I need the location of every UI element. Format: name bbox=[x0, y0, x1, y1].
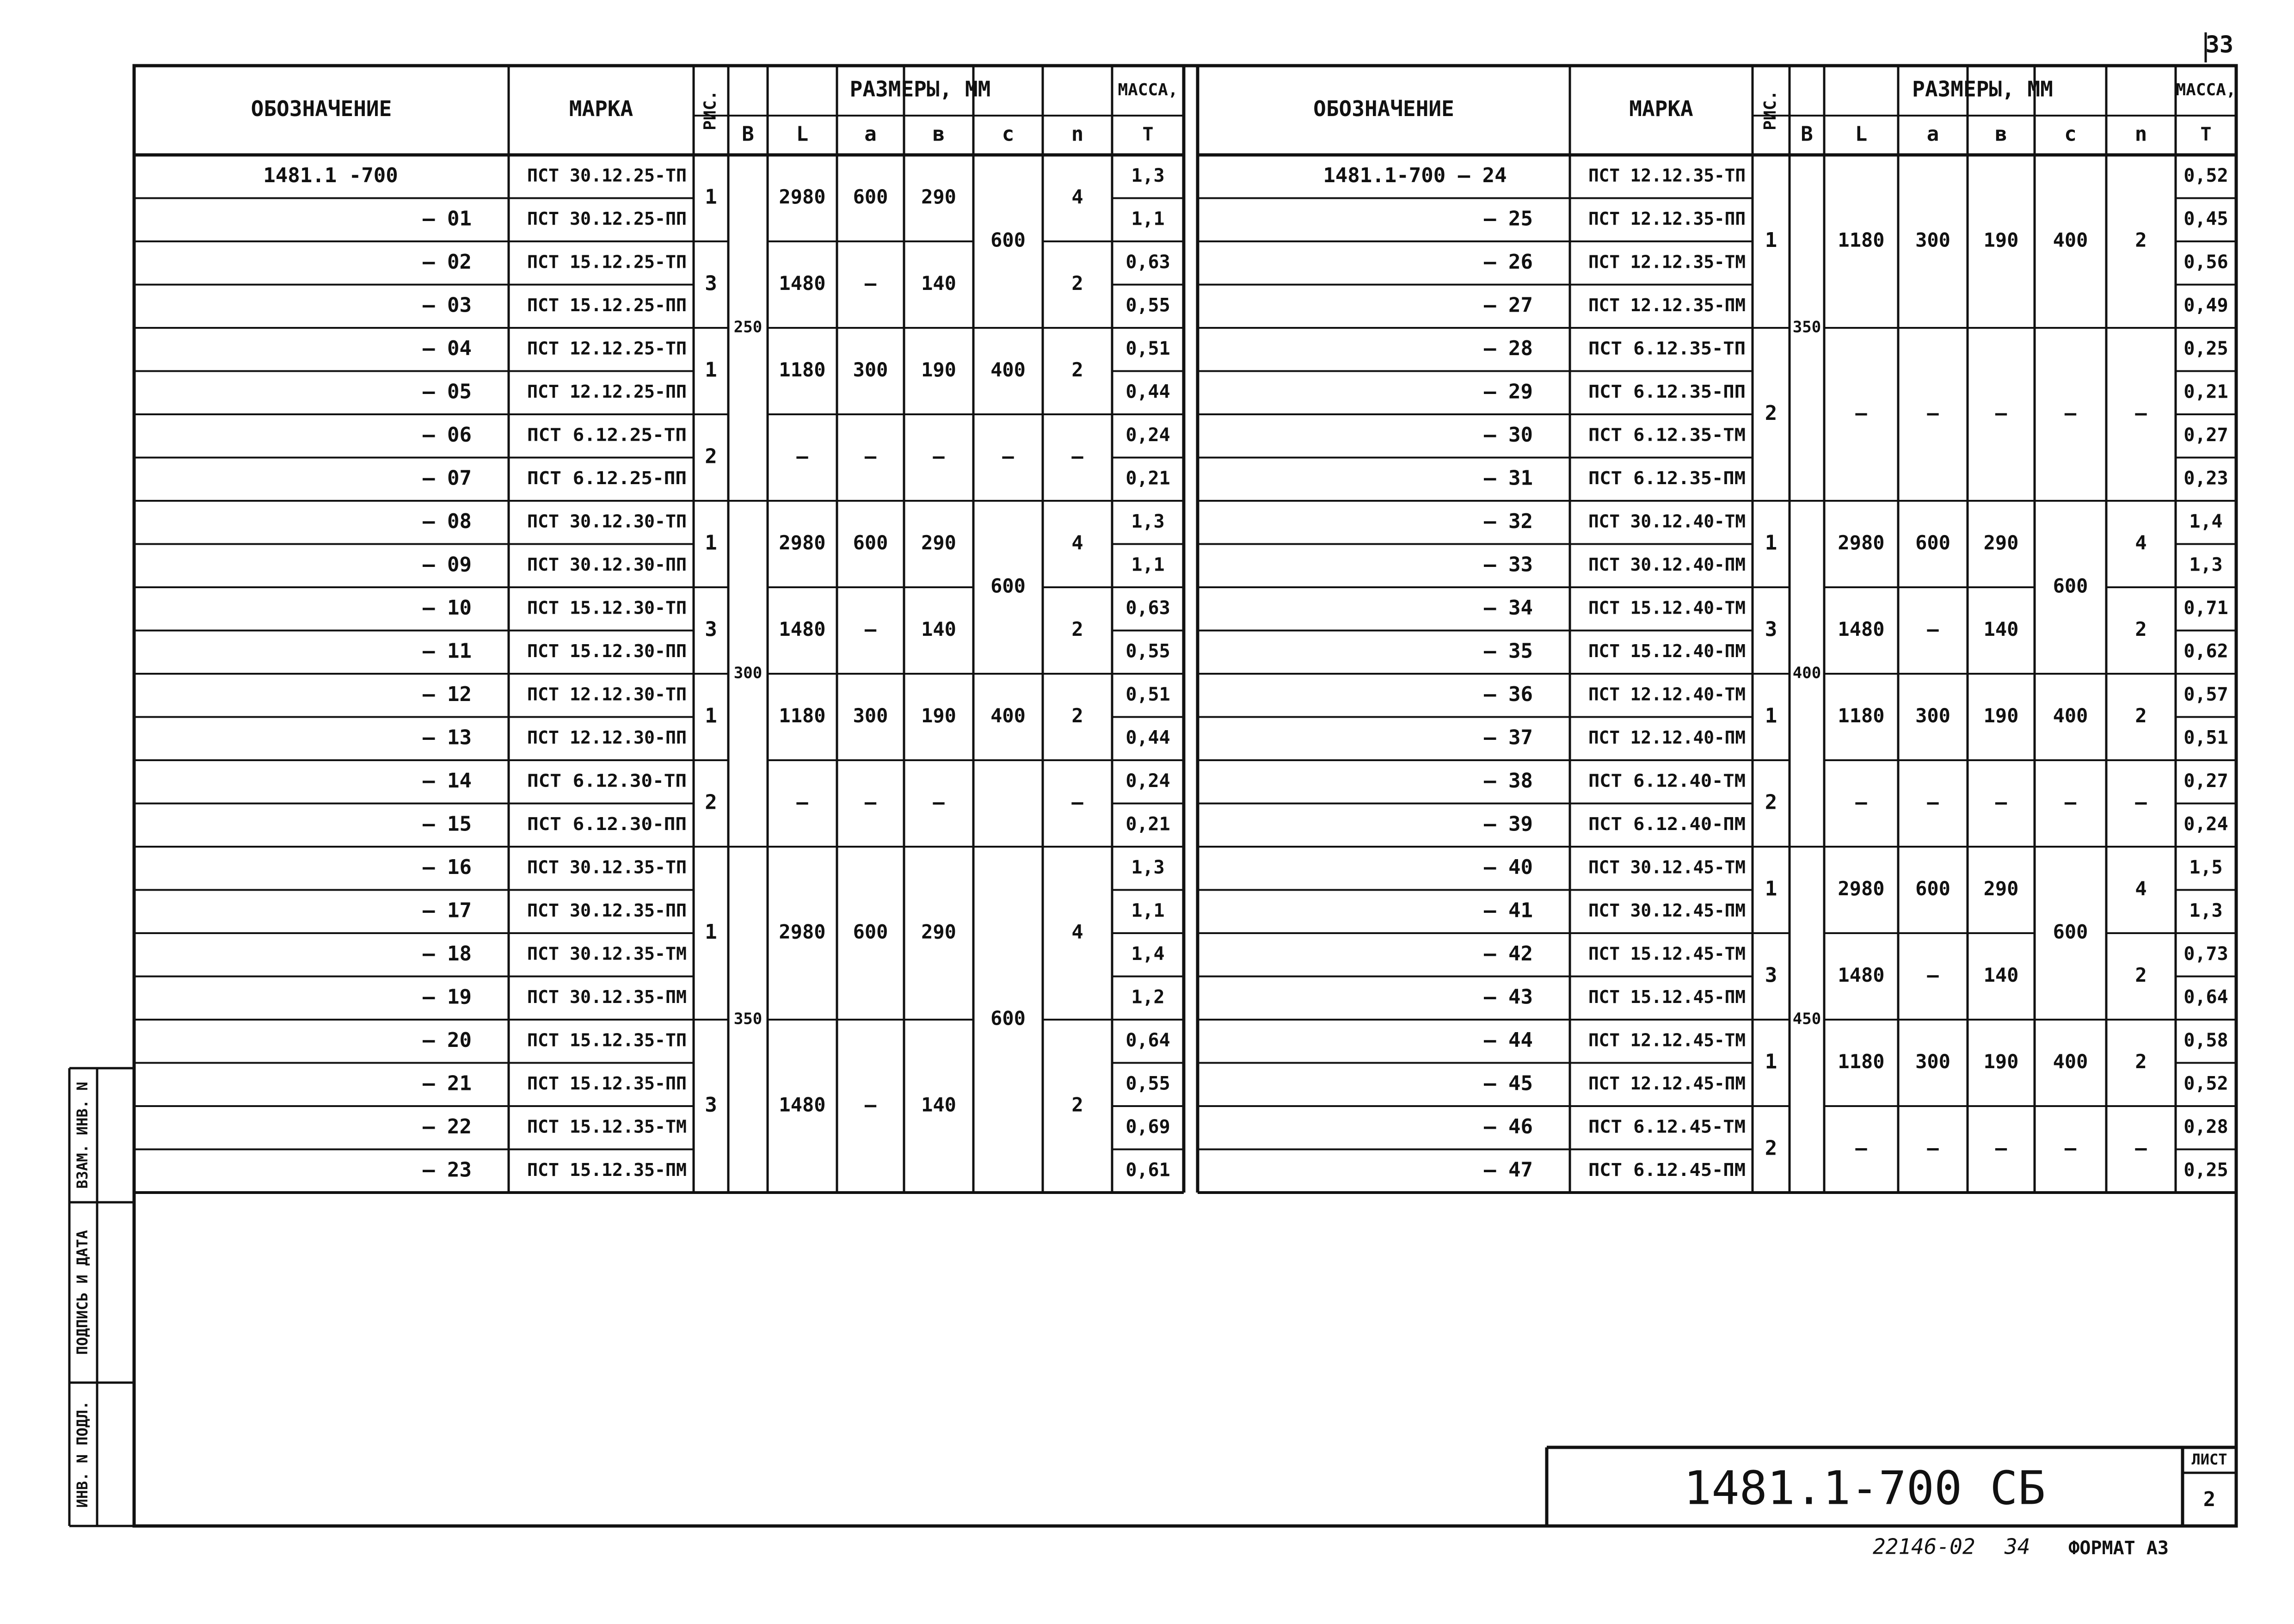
left-header-dims: РАЗМЕРЫ, ММ bbox=[849, 76, 991, 102]
right-designation: – 38 bbox=[1484, 769, 1533, 793]
left-n-value: 4 bbox=[1071, 531, 1083, 554]
left-mass: 1,1 bbox=[1131, 208, 1165, 230]
right-designation: – 36 bbox=[1484, 682, 1533, 706]
left-a-value: 600 bbox=[853, 531, 888, 554]
left-mass: 1,1 bbox=[1131, 900, 1165, 922]
left-mark: ПСТ 30.12.35-ТМ bbox=[527, 943, 687, 964]
right-designation: – 31 bbox=[1484, 466, 1533, 490]
left-L-value: 1480 bbox=[779, 272, 826, 295]
right-mass: 0,28 bbox=[2183, 1116, 2228, 1138]
left-designation: – 16 bbox=[423, 855, 472, 879]
left-mark: ПСТ 30.12.35-ПМ bbox=[527, 986, 687, 1007]
right-mark: ПСТ 12.12.40-ТМ bbox=[1588, 684, 1746, 705]
right-c-value: — bbox=[2064, 401, 2077, 424]
left-b-value: 250 bbox=[733, 318, 763, 337]
left-mass: 0,24 bbox=[1125, 770, 1170, 792]
right-n-value: — bbox=[2135, 401, 2147, 424]
right-designation: – 34 bbox=[1484, 596, 1533, 620]
left-a-value: — bbox=[864, 1093, 877, 1116]
right-mark: ПСТ 12.12.45-ТМ bbox=[1588, 1030, 1746, 1051]
left-mass: 0,21 bbox=[1125, 468, 1170, 489]
right-mark: ПСТ 12.12.35-ТП bbox=[1588, 165, 1746, 186]
left-fig-value: 2 bbox=[705, 444, 717, 468]
left-a-value: — bbox=[864, 445, 877, 468]
left-a-value: — bbox=[864, 791, 877, 813]
right-header-dim-0: В bbox=[1801, 122, 1813, 146]
right-c-value: 400 bbox=[2053, 228, 2088, 252]
left-designation: – 01 bbox=[423, 207, 472, 231]
right-fig-value: 1 bbox=[1765, 704, 1777, 728]
right-header-designation: ОБОЗНАЧЕНИЕ bbox=[1313, 96, 1454, 121]
left-fig-value: 3 bbox=[705, 271, 717, 295]
right-mark: ПСТ 12.12.35-ПМ bbox=[1588, 295, 1746, 315]
right-mark: ПСТ 15.12.45-ТМ bbox=[1588, 943, 1746, 964]
left-a-value: 300 bbox=[853, 358, 888, 381]
right-mass: 1,3 bbox=[2189, 900, 2223, 922]
right-designation: – 41 bbox=[1484, 898, 1533, 923]
right-designation: – 39 bbox=[1484, 812, 1533, 836]
left-mass: 1,3 bbox=[1131, 511, 1165, 532]
left-mark: ПСТ 30.12.25-ПП bbox=[527, 208, 687, 229]
left-bb-value: 140 bbox=[921, 1093, 956, 1116]
right-fig-value: 3 bbox=[1765, 617, 1777, 641]
right-L-value: 2980 bbox=[1838, 531, 1885, 554]
right-designation: – 37 bbox=[1484, 726, 1533, 750]
left-mark: ПСТ 30.12.25-ТП bbox=[527, 165, 687, 186]
left-mark: ПСТ 6.12.30-ТП bbox=[527, 770, 687, 791]
right-mark: ПСТ 30.12.45-ПМ bbox=[1588, 900, 1746, 921]
left-mass: 0,61 bbox=[1125, 1159, 1170, 1181]
left-a-value: 300 bbox=[853, 704, 888, 727]
right-n-value: 2 bbox=[2135, 228, 2147, 252]
right-b-value: 400 bbox=[1792, 664, 1821, 683]
left-fig-value: 3 bbox=[705, 1093, 717, 1117]
left-mass: 1,3 bbox=[1131, 165, 1165, 186]
right-designation: – 47 bbox=[1484, 1158, 1533, 1182]
left-header-mass: МАССА, bbox=[1118, 80, 1178, 99]
left-mass: 0,63 bbox=[1125, 597, 1170, 619]
right-a-value: 600 bbox=[1915, 877, 1950, 900]
right-L-value: 1480 bbox=[1838, 618, 1885, 640]
right-mark: ПСТ 15.12.40-ТМ bbox=[1588, 597, 1746, 618]
right-mass: 1,4 bbox=[2189, 511, 2223, 532]
left-a-value: — bbox=[864, 618, 877, 640]
right-mass: 0,52 bbox=[2183, 1073, 2228, 1095]
right-n-value: 2 bbox=[2135, 964, 2147, 986]
right-bb-value: 190 bbox=[1983, 704, 2019, 727]
right-mass: 0,21 bbox=[2183, 381, 2228, 403]
left-fig-value: 1 bbox=[705, 531, 717, 555]
left-mark: ПСТ 6.12.25-ПП bbox=[527, 468, 687, 488]
left-designation: – 18 bbox=[423, 941, 472, 966]
left-L-value: 1180 bbox=[779, 704, 826, 727]
left-L-value: 1180 bbox=[779, 358, 826, 381]
left-designation: – 12 bbox=[423, 682, 472, 706]
left-mark: ПСТ 15.12.30-ТП bbox=[527, 597, 687, 618]
right-c-value: 600 bbox=[2053, 920, 2088, 943]
left-c-value: 600 bbox=[990, 228, 1026, 252]
right-fig-value: 2 bbox=[1765, 1136, 1777, 1160]
left-c-value: 600 bbox=[990, 574, 1026, 597]
right-designation: – 29 bbox=[1484, 380, 1533, 404]
left-bb-value: 140 bbox=[921, 618, 956, 640]
left-designation: – 02 bbox=[423, 250, 472, 274]
left-designation: – 04 bbox=[423, 336, 472, 360]
side-stamp-label: ИНВ. N ПОДЛ. bbox=[74, 1401, 91, 1508]
left-mass: 0,51 bbox=[1125, 683, 1170, 705]
right-designation: – 27 bbox=[1484, 293, 1533, 317]
right-n-value: 4 bbox=[2135, 877, 2147, 900]
left-fig-value: 1 bbox=[705, 704, 717, 728]
right-L-value: — bbox=[1855, 1137, 1867, 1159]
left-designation: – 15 bbox=[423, 812, 472, 836]
right-designation: – 46 bbox=[1484, 1114, 1533, 1138]
right-n-value: 2 bbox=[2135, 618, 2147, 640]
order-number: 22146-02 bbox=[1873, 1534, 1975, 1559]
right-header-dim-4: c bbox=[2064, 122, 2077, 146]
right-mass: 0,73 bbox=[2183, 943, 2228, 965]
left-designation: – 17 bbox=[423, 898, 472, 923]
right-a-value: — bbox=[1927, 618, 1939, 640]
left-n-value: 4 bbox=[1071, 185, 1083, 208]
right-header-dim-2: a bbox=[1926, 122, 1939, 146]
right-mass: 0,57 bbox=[2183, 683, 2228, 705]
left-L-value: 2980 bbox=[779, 531, 826, 554]
left-c-value: — bbox=[1002, 445, 1014, 468]
right-designation: – 43 bbox=[1484, 985, 1533, 1009]
right-bb-value: — bbox=[1995, 791, 2007, 813]
left-a-value: 600 bbox=[853, 920, 888, 943]
right-mass: 0,24 bbox=[2183, 813, 2228, 835]
drawing-code: 1481.1-700 СБ bbox=[1684, 1461, 2046, 1515]
right-L-value: 1480 bbox=[1838, 964, 1885, 986]
right-mass: 0,64 bbox=[2183, 986, 2228, 1008]
sheet-label: ЛИСТ bbox=[2191, 1451, 2227, 1468]
right-c-value: 600 bbox=[2053, 574, 2088, 597]
right-L-value: 1180 bbox=[1838, 1050, 1885, 1073]
left-n-value: — bbox=[1071, 445, 1083, 468]
left-mass: 0,44 bbox=[1125, 381, 1170, 403]
left-bb-value: 290 bbox=[921, 185, 956, 208]
left-header-mark: МАРКА bbox=[569, 96, 633, 121]
right-a-value: 300 bbox=[1915, 1050, 1950, 1073]
left-designation: – 03 bbox=[423, 293, 472, 317]
left-bb-value: 290 bbox=[921, 920, 956, 943]
right-header-dim-1: L bbox=[1855, 122, 1868, 146]
right-fig-value: 2 bbox=[1765, 401, 1777, 425]
left-header-fig: РИС. bbox=[701, 90, 720, 130]
left-header-dim-3: в bbox=[932, 122, 945, 146]
right-header-dim-5: n bbox=[2134, 122, 2147, 146]
left-mass: 1,1 bbox=[1131, 554, 1165, 576]
right-header-mark: МАРКА bbox=[1629, 96, 1693, 121]
left-header-dim-1: L bbox=[796, 122, 809, 146]
right-mark: ПСТ 15.12.40-ПМ bbox=[1588, 640, 1746, 661]
right-L-value: — bbox=[1855, 791, 1867, 813]
right-mark: ПСТ 6.12.35-ПМ bbox=[1588, 468, 1746, 488]
right-mass: 0,27 bbox=[2183, 770, 2228, 792]
right-designation: – 25 bbox=[1484, 207, 1533, 231]
right-n-value: — bbox=[2135, 1137, 2147, 1159]
left-mass: 0,63 bbox=[1125, 251, 1170, 273]
left-designation: – 13 bbox=[423, 726, 472, 750]
right-mass: 0,56 bbox=[2183, 251, 2228, 273]
right-fig-value: 3 bbox=[1765, 963, 1777, 987]
right-mass: 0,25 bbox=[2183, 1159, 2228, 1181]
left-header-dim-5: n bbox=[1071, 122, 1084, 146]
right-mark: ПСТ 30.12.40-ТМ bbox=[1588, 511, 1746, 532]
right-b-value: 350 bbox=[1792, 318, 1821, 337]
right-mark: ПСТ 12.12.35-ТМ bbox=[1588, 252, 1746, 272]
right-header-mass-unit: Т bbox=[2200, 123, 2212, 145]
left-c-value: 600 bbox=[990, 1007, 1026, 1030]
left-header-mass-unit: Т bbox=[1142, 123, 1154, 145]
right-mark: ПСТ 6.12.45-ПМ bbox=[1588, 1159, 1746, 1180]
left-L-value: 1480 bbox=[779, 1093, 826, 1116]
right-fig-value: 1 bbox=[1765, 877, 1777, 901]
left-mass: 0,69 bbox=[1125, 1116, 1170, 1138]
left-mass: 1,4 bbox=[1131, 943, 1165, 965]
left-mass: 0,64 bbox=[1125, 1029, 1170, 1051]
right-designation: – 45 bbox=[1484, 1071, 1533, 1095]
left-bb-value: 190 bbox=[921, 704, 956, 727]
right-designation: – 32 bbox=[1484, 509, 1533, 533]
left-fig-value: 1 bbox=[705, 185, 717, 209]
right-bb-value: 140 bbox=[1983, 618, 2019, 640]
left-mass: 1,3 bbox=[1131, 856, 1165, 878]
right-designation: – 33 bbox=[1484, 553, 1533, 577]
right-L-value: — bbox=[1855, 401, 1867, 424]
left-a-value: — bbox=[864, 272, 877, 295]
left-mass: 0,55 bbox=[1125, 640, 1170, 662]
right-c-value: — bbox=[2064, 1137, 2077, 1159]
left-designation: – 08 bbox=[423, 509, 472, 533]
right-n-value: 2 bbox=[2135, 1050, 2147, 1073]
left-mark: ПСТ 15.12.35-ПМ bbox=[527, 1159, 687, 1180]
right-L-value: 2980 bbox=[1838, 877, 1885, 900]
right-fig-value: 1 bbox=[1765, 1050, 1777, 1074]
left-n-value: 2 bbox=[1071, 704, 1083, 727]
left-mark: ПСТ 12.12.25-ТП bbox=[527, 338, 687, 359]
left-bb-value: — bbox=[933, 791, 945, 813]
left-mass: 1,2 bbox=[1131, 986, 1165, 1008]
right-n-value: — bbox=[2135, 791, 2147, 813]
right-bb-value: 190 bbox=[1983, 228, 2019, 252]
left-header-dim-0: В bbox=[742, 122, 754, 146]
left-mark: ПСТ 30.12.30-ПП bbox=[527, 554, 687, 575]
left-designation: – 22 bbox=[423, 1114, 472, 1138]
right-fig-value: 2 bbox=[1765, 790, 1777, 814]
left-mark: ПСТ 30.12.35-ПП bbox=[527, 900, 687, 921]
side-stamp-label: ПОДПИСЬ И ДАТА bbox=[74, 1230, 91, 1355]
right-a-value: — bbox=[1927, 791, 1939, 813]
right-mark: ПСТ 12.12.40-ПМ bbox=[1588, 727, 1746, 748]
left-designation: – 07 bbox=[423, 466, 472, 490]
right-mark: ПСТ 6.12.40-ТМ bbox=[1588, 770, 1746, 791]
left-L-value: — bbox=[796, 445, 808, 468]
right-mass: 0,23 bbox=[2183, 468, 2228, 489]
right-a-value: — bbox=[1927, 401, 1939, 424]
right-mark: ПСТ 12.12.35-ПП bbox=[1588, 208, 1746, 229]
left-L-value: 2980 bbox=[779, 920, 826, 943]
left-bb-value: 290 bbox=[921, 531, 956, 554]
left-mark: ПСТ 15.12.35-ПП bbox=[527, 1073, 687, 1094]
right-n-value: 2 bbox=[2135, 704, 2147, 727]
right-mark: ПСТ 6.12.45-ТМ bbox=[1588, 1116, 1746, 1137]
left-b-value: 300 bbox=[733, 664, 763, 683]
side-stamp-label: ВЗАМ. ИНВ. N bbox=[74, 1082, 91, 1189]
left-mass: 0,44 bbox=[1125, 727, 1170, 749]
left-a-value: 600 bbox=[853, 185, 888, 208]
left-mass: 0,55 bbox=[1125, 1073, 1170, 1095]
right-header-fig: РИС. bbox=[1761, 90, 1780, 130]
left-fig-value: 1 bbox=[705, 920, 717, 944]
left-mass: 0,21 bbox=[1125, 813, 1170, 835]
left-designation: – 11 bbox=[423, 639, 472, 663]
right-c-value: — bbox=[2064, 791, 2077, 813]
left-mark: ПСТ 6.12.30-ПП bbox=[527, 813, 687, 834]
right-mark: ПСТ 15.12.45-ПМ bbox=[1588, 986, 1746, 1007]
left-designation: – 06 bbox=[423, 423, 472, 447]
right-mark: ПСТ 6.12.35-ТП bbox=[1588, 338, 1746, 359]
left-n-value: 2 bbox=[1071, 618, 1083, 640]
right-a-value: 300 bbox=[1915, 704, 1950, 727]
right-c-value: 400 bbox=[2053, 1050, 2088, 1073]
left-n-value: 2 bbox=[1071, 272, 1083, 295]
right-designation: – 42 bbox=[1484, 941, 1533, 966]
left-mark: ПСТ 6.12.25-ТП bbox=[527, 424, 687, 445]
left-c-value: 400 bbox=[990, 704, 1026, 727]
right-bb-value: 140 bbox=[1983, 964, 2019, 986]
left-mass: 0,51 bbox=[1125, 338, 1170, 359]
left-mark: ПСТ 30.12.30-ТП bbox=[527, 511, 687, 532]
left-designation: – 05 bbox=[423, 380, 472, 404]
left-header-dim-2: a bbox=[864, 122, 877, 146]
right-designation: – 40 bbox=[1484, 855, 1533, 879]
left-n-value: 2 bbox=[1071, 358, 1083, 381]
right-mark: ПСТ 6.12.35-ПП bbox=[1588, 381, 1746, 402]
right-designation: – 35 bbox=[1484, 639, 1533, 663]
page-number: 33 bbox=[2205, 31, 2233, 58]
left-fig-value: 2 bbox=[705, 790, 717, 814]
left-mark: ПСТ 12.12.30-ТП bbox=[527, 684, 687, 705]
left-n-value: 2 bbox=[1071, 1093, 1083, 1116]
left-bb-value: 190 bbox=[921, 358, 956, 381]
left-mark: ПСТ 15.12.25-ТП bbox=[527, 252, 687, 272]
left-designation: 1481.1 -700 bbox=[263, 163, 398, 187]
right-a-value: 300 bbox=[1915, 228, 1950, 252]
left-mark: ПСТ 15.12.30-ПП bbox=[527, 640, 687, 661]
right-L-value: 1180 bbox=[1838, 704, 1885, 727]
right-mark: ПСТ 12.12.45-ПМ bbox=[1588, 1073, 1746, 1094]
right-header-mass: МАССА, bbox=[2176, 80, 2236, 99]
right-b-value: 450 bbox=[1792, 1009, 1821, 1028]
left-header-dim-4: c bbox=[1002, 122, 1015, 146]
right-mass: 0,51 bbox=[2183, 727, 2228, 749]
right-mass: 0,58 bbox=[2183, 1029, 2228, 1051]
right-mass: 1,3 bbox=[2189, 554, 2223, 576]
left-fig-value: 1 bbox=[705, 358, 717, 382]
right-c-value: 400 bbox=[2053, 704, 2088, 727]
right-fig-value: 1 bbox=[1765, 228, 1777, 252]
right-mark: ПСТ 30.12.40-ПМ bbox=[1588, 554, 1746, 575]
left-mark: ПСТ 12.12.30-ПП bbox=[527, 727, 687, 748]
right-mark: ПСТ 6.12.40-ПМ bbox=[1588, 813, 1746, 834]
right-bb-value: — bbox=[1995, 1137, 2007, 1159]
left-designation: – 20 bbox=[423, 1028, 472, 1052]
right-mass: 0,71 bbox=[2183, 597, 2228, 619]
left-mark: ПСТ 12.12.25-ПП bbox=[527, 381, 687, 402]
left-mass: 0,24 bbox=[1125, 424, 1170, 446]
right-mark: ПСТ 30.12.45-ТМ bbox=[1588, 857, 1746, 878]
right-a-value: — bbox=[1927, 1137, 1939, 1159]
left-bb-value: — bbox=[933, 445, 945, 468]
left-n-value: 4 bbox=[1071, 920, 1083, 943]
right-mark: ПСТ 6.12.35-ТМ bbox=[1588, 424, 1746, 445]
right-bb-value: 190 bbox=[1983, 1050, 2019, 1073]
right-a-value: — bbox=[1927, 964, 1939, 986]
right-header-dim-3: в bbox=[1995, 122, 2007, 146]
left-c-value: 400 bbox=[990, 358, 1026, 381]
right-mass: 1,5 bbox=[2189, 856, 2223, 878]
right-designation: – 26 bbox=[1484, 250, 1533, 274]
left-mark: ПСТ 15.12.25-ПП bbox=[527, 295, 687, 315]
copy-number: 34 bbox=[2005, 1534, 2030, 1559]
right-designation: – 28 bbox=[1484, 336, 1533, 360]
left-mark: ПСТ 15.12.35-ТМ bbox=[527, 1116, 687, 1137]
left-L-value: — bbox=[796, 791, 808, 813]
left-mark: ПСТ 15.12.35-ТП bbox=[527, 1030, 687, 1051]
left-designation: – 19 bbox=[423, 985, 472, 1009]
right-mass: 0,25 bbox=[2183, 338, 2228, 359]
left-L-value: 2980 bbox=[779, 185, 826, 208]
left-mass: 0,55 bbox=[1125, 295, 1170, 316]
left-bb-value: 140 bbox=[921, 272, 956, 295]
right-L-value: 1180 bbox=[1838, 228, 1885, 252]
left-designation: – 21 bbox=[423, 1071, 472, 1095]
right-mass: 0,45 bbox=[2183, 208, 2228, 230]
left-b-value: 350 bbox=[733, 1009, 763, 1028]
sheet-number: 2 bbox=[2203, 1488, 2216, 1511]
left-designation: – 10 bbox=[423, 596, 472, 620]
left-designation: – 14 bbox=[423, 769, 472, 793]
right-n-value: 4 bbox=[2135, 531, 2147, 554]
left-designation: – 09 bbox=[423, 553, 472, 577]
right-mass: 0,62 bbox=[2183, 640, 2228, 662]
right-fig-value: 1 bbox=[1765, 531, 1777, 555]
right-header-dims: РАЗМЕРЫ, ММ bbox=[1912, 76, 2053, 102]
left-mark: ПСТ 30.12.35-ТП bbox=[527, 857, 687, 878]
right-designation: – 30 bbox=[1484, 423, 1533, 447]
right-mass: 0,49 bbox=[2183, 295, 2228, 316]
right-mass: 0,27 bbox=[2183, 424, 2228, 446]
right-a-value: 600 bbox=[1915, 531, 1950, 554]
right-designation: – 44 bbox=[1484, 1028, 1533, 1052]
right-bb-value: 290 bbox=[1983, 877, 2019, 900]
left-fig-value: 3 bbox=[705, 617, 717, 641]
left-n-value: — bbox=[1071, 791, 1083, 813]
right-bb-value: 290 bbox=[1983, 531, 2019, 554]
right-designation: 1481.1-700 – 24 bbox=[1323, 163, 1507, 187]
format-label: ФОРМАТ А3 bbox=[2068, 1538, 2169, 1559]
right-bb-value: — bbox=[1995, 401, 2007, 424]
left-header-designation: ОБОЗНАЧЕНИЕ bbox=[251, 96, 392, 121]
right-mass: 0,52 bbox=[2183, 165, 2228, 186]
left-L-value: 1480 bbox=[779, 618, 826, 640]
left-designation: – 23 bbox=[423, 1158, 472, 1182]
